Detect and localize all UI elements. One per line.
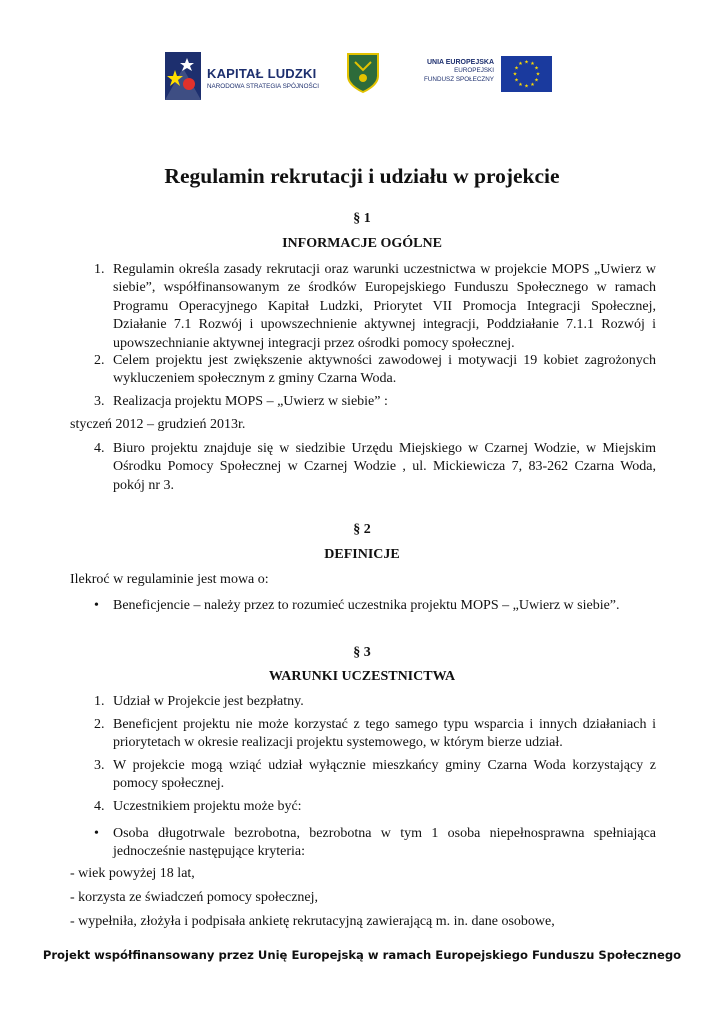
section-2-intro: Ilekroć w regulaminie jest mowa o:	[70, 572, 269, 587]
item-text: Uczestnikiem projektu może być:	[113, 799, 302, 814]
item-number: 4.	[94, 441, 105, 456]
municipal-crest-icon	[346, 52, 380, 94]
section-2-number: § 2	[353, 522, 371, 537]
eu-text-block	[418, 58, 494, 84]
svg-text:★: ★	[535, 71, 541, 78]
document-title: Regulamin rekrutacji i udziału w projekcie	[164, 164, 560, 188]
item-number: 4.	[94, 799, 105, 814]
criteria-line: - korzysta ze świadczeń pomocy społecznej,	[70, 890, 319, 905]
criteria-line: - wypełniła, złożyła i podpisała ankietę rekrutacyjną zawierającą m. in. dane osobowe,	[70, 914, 555, 929]
section-1-heading: INFORMACJE OGÓLNE	[282, 236, 442, 251]
header-logos	[0, 44, 724, 106]
item-text: Realizacja projektu MOPS – „Uwierz w siebie” :	[113, 394, 388, 409]
section-3-number: § 3	[353, 645, 371, 660]
svg-text:★: ★	[518, 82, 523, 88]
section-1-number: § 1	[353, 211, 371, 226]
bullet-icon: •	[94, 826, 99, 841]
item-number: 3.	[94, 758, 105, 773]
item-number: 2.	[94, 353, 105, 368]
item-number: 1.	[94, 694, 105, 709]
item-number: 2.	[94, 717, 105, 732]
eu-line-1: UNIA EUROPEJSKA	[426, 59, 494, 66]
bullet-icon: •	[94, 598, 99, 613]
criteria-line: - wiek powyżej 18 lat,	[70, 866, 195, 881]
svg-text:★: ★	[518, 61, 523, 67]
svg-text:★: ★	[514, 65, 519, 72]
list-item	[96, 716, 656, 753]
eu-line-3: FUNDUSZ SPOŁECZNY	[424, 75, 494, 83]
item-text: Udział w Projekcie jest bezpłatny.	[113, 694, 304, 709]
section-3-heading: WARUNKI UCZESTNICTWA	[268, 669, 456, 684]
list-item	[96, 693, 656, 711]
list-item	[96, 825, 656, 862]
list-item	[96, 440, 656, 495]
eu-flag-icon	[501, 56, 552, 92]
svg-text:★: ★	[514, 77, 519, 84]
item-text: Regulamin określa zasady rekrutacji oraz warunki uczestnictwa w projekcie MOPS „Uwierz w siebie”, współfinansowanym ze środków Europejskiego Funduszu Społecznego w ramach Programu Operacyjnego Kapitał Ludzki, Priorytet VII Promocja Integracji Społecznej, Działanie 7.1 Rozwój i upowszechnienie aktywnej integracji, Poddziałanie 7.1.1 Rozwój i upowszechnianie aktywnej integracji przez ośrodki pomocy społecznej.	[113, 262, 656, 351]
item-text: Beneficjencie – należy przez to rozumieć uczestnika projektu MOPS – „Uwierz w siebie”.	[113, 598, 620, 613]
svg-text:★: ★	[524, 83, 529, 90]
kapital-ludzki-title: KAPITAŁ LUDZKI	[207, 66, 317, 81]
svg-text:★: ★	[530, 61, 535, 67]
item-text: W projekcie mogą wziąć udział wyłącznie mieszkańcy gminy Czarna Woda korzystający z pomocy społecznej.	[113, 758, 656, 792]
list-item	[96, 798, 656, 816]
item-text: Beneficjent projektu nie może korzystać z tego samego typu wsparcia i innych działaniach i priorytetach w okresie realizacji projektu systemowego, w którym bierze udział.	[113, 717, 656, 751]
list-item	[96, 352, 656, 389]
item-number: 3.	[94, 394, 105, 409]
svg-text:★: ★	[530, 82, 535, 88]
list-item	[96, 393, 656, 411]
item-text: Celem projektu jest zwiększenie aktywności zawodowej i motywacji 19 kobiet zagrożonych wykluczeniem społecznym z gminy Czarna Woda.	[113, 353, 656, 387]
kapital-ludzki-logo	[163, 48, 323, 104]
list-item	[96, 757, 656, 794]
kapital-ludzki-subtitle: NARODOWA STRATEGIA SPÓJNOŚCI	[207, 83, 319, 90]
svg-text:★: ★	[534, 77, 539, 84]
list-item	[96, 261, 656, 353]
project-period: styczeń 2012 – grudzień 2013r.	[70, 417, 246, 432]
section-2-heading: DEFINICJE	[324, 547, 400, 562]
item-number: 1.	[94, 262, 105, 277]
eu-line-2: EUROPEJSKI	[454, 67, 494, 74]
svg-text:★: ★	[512, 71, 518, 78]
svg-text:★: ★	[524, 59, 529, 66]
item-text: Osoba długotrwale bezrobotna, bezrobotna w tym 1 osoba niepełnosprawna spełniająca jednocześnie następujące kryteria:	[113, 826, 656, 860]
kapital-ludzki-emblem-icon	[163, 48, 203, 104]
list-item	[96, 597, 656, 615]
page-footer: Projekt współfinansowany przez Unię Europejską w ramach Europejskiego Funduszu Społecznego	[42, 948, 682, 962]
svg-text:★: ★	[534, 65, 539, 72]
item-text: Biuro projektu znajduje się w siedzibie Urzędu Miejskiego w Czarnej Wodzie, w Miejskim Ośrodku Pomocy Społecznej w Czarnej Wodzie , ul. Mickiewicza 7, 83-262 Czarna Woda, pokój nr 3.	[113, 441, 656, 493]
